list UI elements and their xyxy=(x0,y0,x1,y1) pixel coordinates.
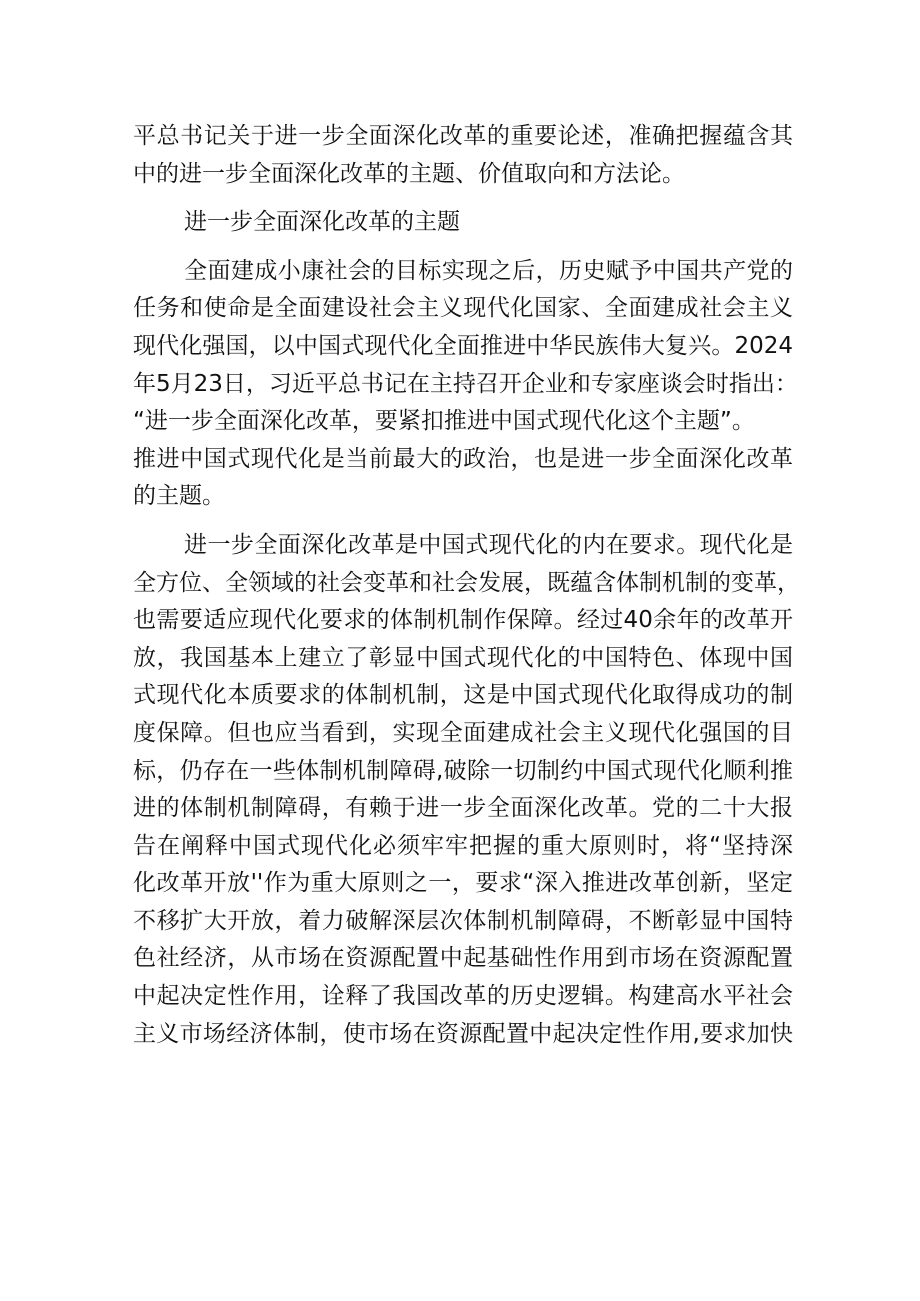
paragraph-line: 中起决定性作用，诠释了我国改革的历史逻辑。构建高水平社会 xyxy=(133,983,793,1010)
paragraph-line: 化改革开放''作为重大原则之一，要求“深入推进改革创新，坚定 xyxy=(133,870,793,897)
paragraph-line: 全面建成小康社会的目标实现之后，历史赋予中国共产党的 xyxy=(184,257,793,284)
paragraph-line: 告在阐释中国式现代化必须牢牢把握的重大原则时，将“坚持深 xyxy=(133,832,793,859)
paragraph-line: 年5月23日，习近平总书记在主持召开企业和专家座谈会时指出： xyxy=(133,370,798,397)
paragraph-line: 标，仍存在一些体制机制障碍,破除一切制约中国式现代化顺利推 xyxy=(133,757,793,784)
paragraph-line: “进一步全面深化改革，要紧扣推进中国式现代化这个主题”。 xyxy=(133,408,755,435)
paragraph-line: 度保障。但也应当看到，实现全面建成社会主义现代化强国的目 xyxy=(133,719,793,746)
paragraph-line: 也需要适应现代化要求的体制机制作保障。经过40余年的改革开 xyxy=(133,607,793,634)
paragraph-line: 的主题。 xyxy=(133,483,225,510)
paragraph-line: 进的体制机制障碍，有赖于进一步全面深化改革。党的二十大报 xyxy=(133,795,793,822)
paragraph-line: 进一步全面深化改革是中国式现代化的内在要求。现代化是 xyxy=(184,531,793,558)
paragraph-line: 色社经济，从市场在资源配置中起基础性作用到市场在资源配置 xyxy=(133,945,793,972)
paragraph-line: 中的进一步全面深化改革的主题、价值取向和方法论。 xyxy=(133,160,685,187)
paragraph-line: 放，我国基本上建立了彰显中国式现代化的中国特色、体现中国 xyxy=(133,644,793,671)
paragraph-line: 推进中国式现代化是当前最大的政治，也是进一步全面深化改革 xyxy=(133,445,793,472)
paragraph-line: 平总书记关于进一步全面深化改革的重要论述，准确把握蕴含其 xyxy=(133,123,793,149)
paragraph-line: 全方位、全领域的社会变革和社会发展，既蕴含体制机制的变革， xyxy=(133,569,800,596)
document-body xyxy=(133,118,800,1053)
paragraph-line: 主义市场经济体制，使市场在资源配置中起决定性作用,要求加快 xyxy=(133,1020,793,1047)
paragraph-line: 任务和使命是全面建设社会主义现代化国家、全面建成社会主义 xyxy=(133,295,793,322)
paragraph-line: 现代化强国，以中国式现代化全面推进中华民族伟大复兴。2024 xyxy=(133,332,793,359)
paragraph-line: 不移扩大开放，着力破解深层次体制机制障碍，不断彰显中国特 xyxy=(133,907,793,934)
section-heading: 进一步全面深化改革的主题 xyxy=(184,209,460,236)
paragraph-line: 式现代化本质要求的体制机制，这是中国式现代化取得成功的制 xyxy=(133,682,793,709)
